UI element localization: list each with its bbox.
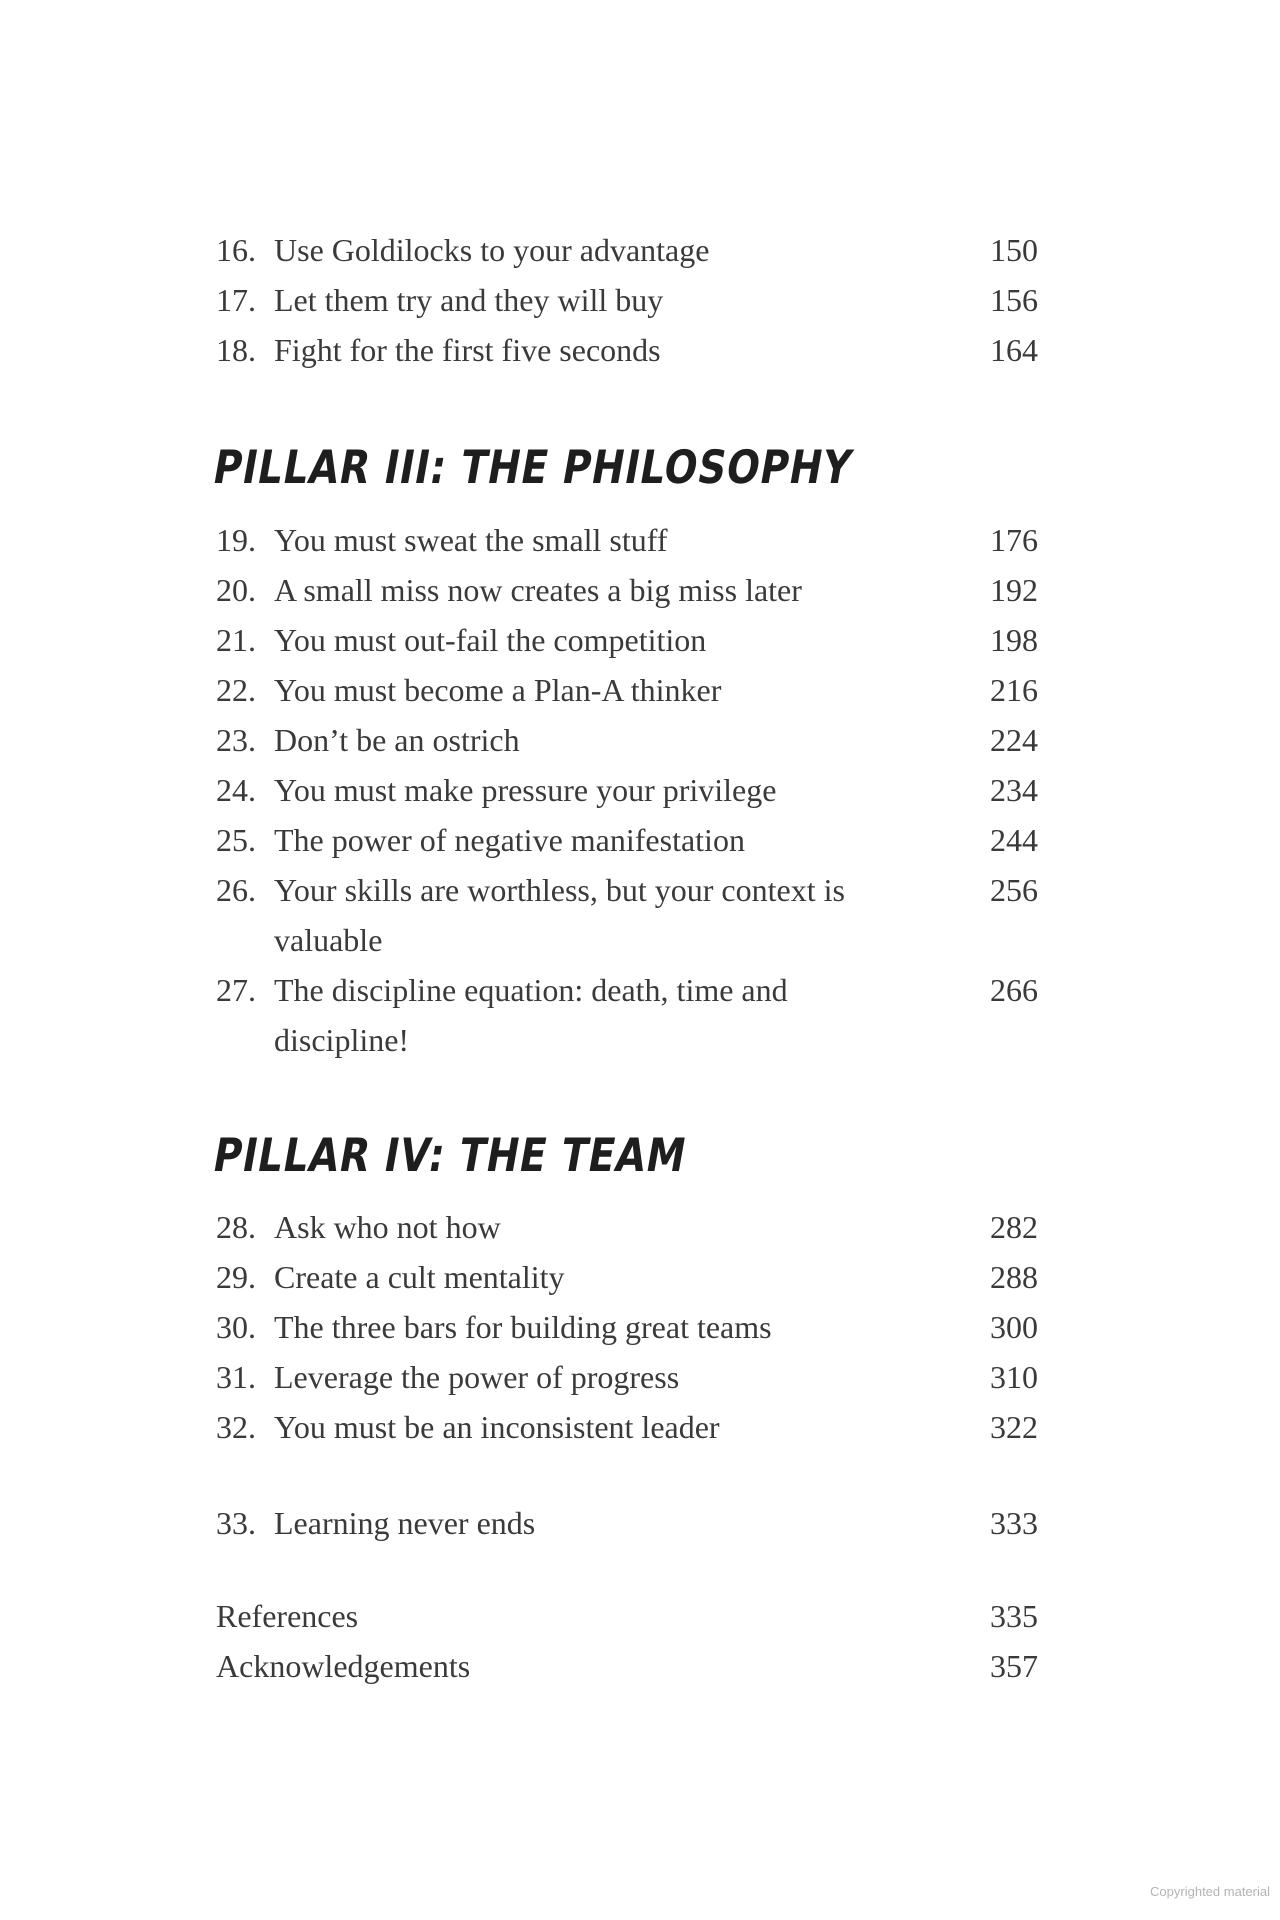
entry-number: 22. (216, 672, 256, 708)
entry-page-number: 310 (990, 1359, 1038, 1395)
entry-page-number: 335 (990, 1598, 1038, 1634)
toc-entry (216, 1252, 1046, 1302)
toc-entry (216, 665, 1046, 715)
entry-title: References (216, 1598, 359, 1634)
entry-page-number: 216 (990, 672, 1038, 708)
entry-number: 31. (216, 1359, 256, 1395)
entry-page-number: 244 (990, 822, 1038, 858)
entry-title: Leverage the power of progress (274, 1359, 680, 1395)
entry-number: 24. (216, 772, 256, 808)
section-heading-pillar-3: PILLAR III: THE PHILOSOPHY (209, 440, 857, 494)
toc-entry (216, 1498, 1046, 1548)
entry-page-number: 234 (990, 772, 1038, 808)
entry-title: Learning never ends (274, 1505, 536, 1541)
entry-page-number: 288 (990, 1259, 1038, 1295)
entry-number: 18. (216, 332, 256, 368)
entry-title: Use Goldilocks to your advantage (274, 232, 710, 268)
entry-title: Fight for the first five seconds (274, 332, 661, 368)
toc-entry (216, 275, 1046, 325)
toc-back-matter-entry (216, 1591, 1046, 1641)
entry-page-number: 164 (990, 332, 1038, 368)
entry-number: 29. (216, 1259, 256, 1295)
entry-number: 17. (216, 282, 256, 318)
entry-page-number: 224 (990, 722, 1038, 758)
entry-page-number: 256 (990, 872, 1038, 908)
toc-entry (216, 225, 1046, 275)
toc-entry (216, 715, 1046, 765)
entry-title: You must make pressure your privilege (274, 772, 777, 808)
entry-page-number: 150 (990, 232, 1038, 268)
entry-page-number: 300 (990, 1309, 1038, 1345)
entry-title: You must sweat the small stuff (274, 522, 668, 558)
toc-entry (216, 765, 1046, 815)
toc-entry (216, 1202, 1046, 1252)
entry-number: 20. (216, 572, 256, 608)
entry-page-number: 198 (990, 622, 1038, 658)
toc-entry (216, 865, 1046, 965)
section-heading-pillar-4: PILLAR IV: THE TEAM (209, 1128, 691, 1182)
entry-number: 23. (216, 722, 256, 758)
entry-number: 16. (216, 232, 256, 268)
entry-number: 19. (216, 522, 256, 558)
entry-title: Ask who not how (274, 1209, 501, 1245)
entry-title: You must be an inconsistent leader (274, 1409, 720, 1445)
entry-page-number: 357 (990, 1648, 1038, 1684)
copyright-notice: Copyrighted material (1150, 1884, 1270, 1899)
entry-number: 32. (216, 1409, 256, 1445)
entry-title: The power of negative manifestation (274, 822, 745, 858)
toc-entry (216, 515, 1046, 565)
entry-page-number: 156 (990, 282, 1038, 318)
entry-page-number: 322 (990, 1409, 1038, 1445)
entry-number: 30. (216, 1309, 256, 1345)
toc-entry (216, 615, 1046, 665)
entry-number: 25. (216, 822, 256, 858)
entry-title: The three bars for building great teams (274, 1309, 772, 1345)
toc-entry (216, 965, 1046, 1065)
toc-entry (216, 325, 1046, 375)
entry-page-number: 282 (990, 1209, 1038, 1245)
entry-title: Acknowledgements (216, 1648, 471, 1684)
entry-title: Let them try and they will buy (274, 282, 664, 318)
entry-page-number: 333 (990, 1505, 1038, 1541)
entry-number: 33. (216, 1505, 256, 1541)
toc-entry (216, 1402, 1046, 1452)
toc-back-matter-entry (216, 1641, 1046, 1691)
entry-title: Your skills are worthless, but your context is valuable (274, 872, 845, 958)
toc-entry (216, 1302, 1046, 1352)
entry-page-number: 176 (990, 522, 1038, 558)
entry-number: 26. (216, 872, 256, 908)
entry-title: You must out-fail the competition (274, 622, 707, 658)
entry-page-number: 192 (990, 572, 1038, 608)
toc-entry (216, 1352, 1046, 1402)
entry-title: Create a cult mentality (274, 1259, 565, 1295)
entry-number: 21. (216, 622, 256, 658)
entry-title: Don’t be an ostrich (274, 722, 520, 758)
entry-number: 27. (216, 972, 256, 1008)
entry-number: 28. (216, 1209, 256, 1245)
toc-entry (216, 815, 1046, 865)
entry-title: A small miss now creates a big miss later (274, 572, 802, 608)
toc-entry (216, 565, 1046, 615)
entry-page-number: 266 (990, 972, 1038, 1008)
entry-title: The discipline equation: death, time and discipline! (274, 972, 788, 1058)
entry-title: You must become a Plan-A thinker (274, 672, 722, 708)
